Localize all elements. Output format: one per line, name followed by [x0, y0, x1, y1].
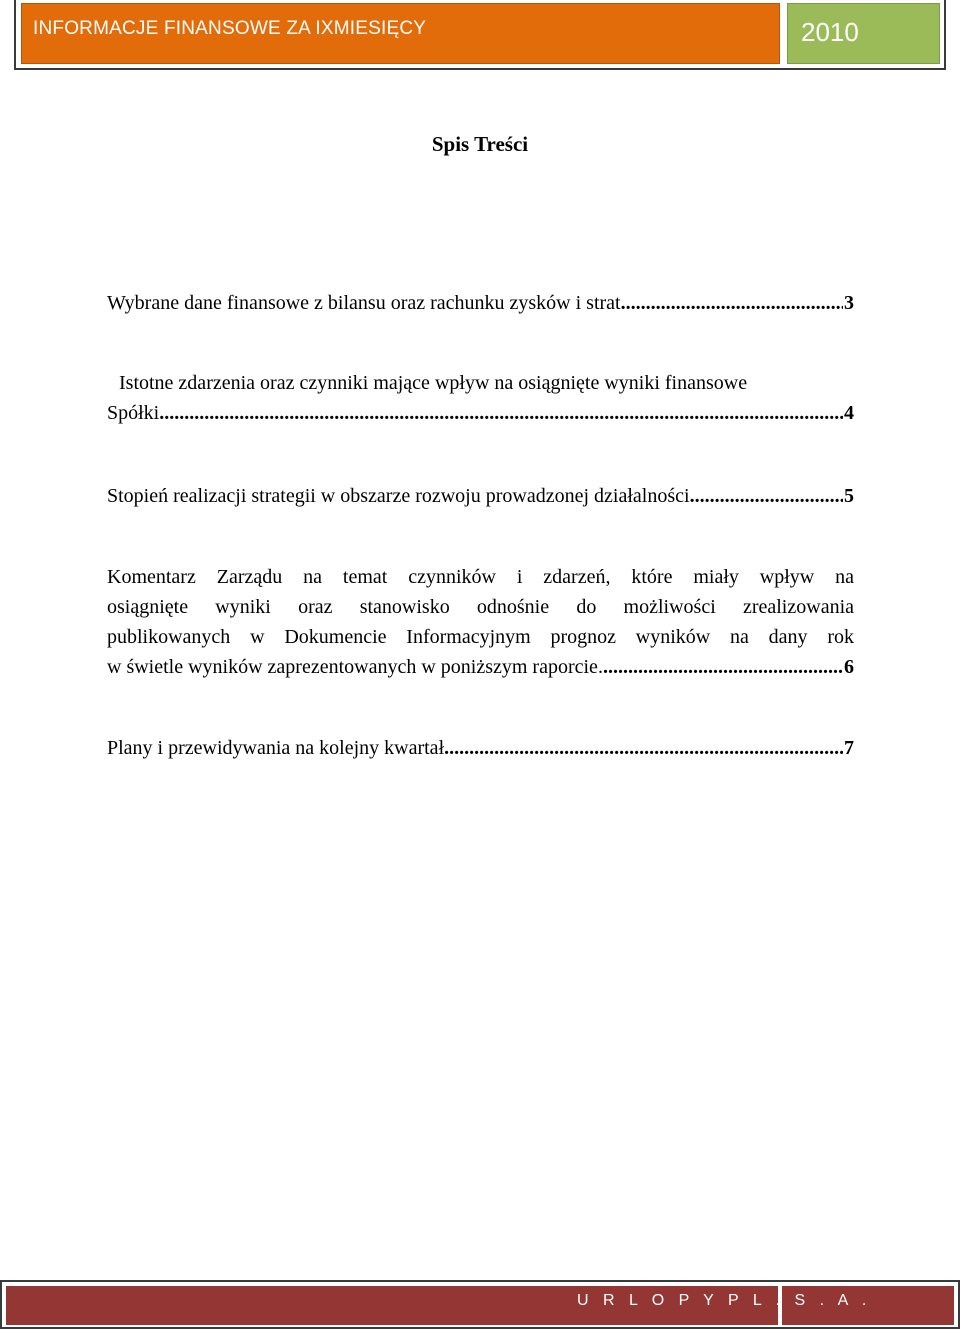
toc-entry-text: Wybrane dane finansowe z bilansu oraz rachunku zysków i strat [107, 292, 621, 314]
toc-entry-text: w świetle wyników zaprezentowanych w poniższym raporcie. [107, 656, 603, 678]
header-title-bar [21, 3, 780, 64]
toc-entry-1[interactable] [107, 288, 854, 318]
toc-page-number: 4 [844, 402, 854, 424]
header-title: INFORMACJE FINANSOWE ZA IXMIESIĘCY [33, 18, 427, 39]
toc-leader [690, 481, 843, 511]
toc-page-number: 3 [844, 292, 854, 314]
header-year-box [787, 3, 940, 64]
toc-entry-5[interactable] [107, 733, 854, 763]
header-year: 2010 [801, 17, 859, 47]
toc-entry-text-line: osiągnięte wyniki oraz stanowisko odnośnie do możliwości zrealizowania [107, 596, 854, 618]
toc-page-number: 5 [844, 485, 854, 507]
toc-entry-text: Stopień realizacji strategii w obszarze rozwoju prowadzonej działalności [107, 485, 690, 507]
toc-entry-text: Plany i przewidywania na kolejny kwartał [107, 737, 445, 759]
toc-entry-2[interactable] [107, 368, 854, 428]
toc-leader [444, 733, 843, 763]
toc-page-number: 7 [844, 737, 854, 759]
toc-entry-text-line: Istotne zdarzenia oraz czynniki mające wpływ na osiągnięte wyniki finansowe [119, 372, 748, 394]
footer-company-name: U R L O P Y P L . S . A . [577, 1292, 872, 1309]
toc-leader [159, 398, 843, 428]
toc-page-number: 6 [844, 656, 854, 678]
page-header [14, 0, 946, 70]
toc-entry-text-line: Komentarz Zarządu na temat czynników i zdarzeń, które miały wpływ na [107, 566, 854, 588]
toc-entry-4[interactable] [107, 562, 854, 682]
toc-leader [603, 652, 843, 682]
page-footer [0, 1280, 960, 1329]
toc-entry-3[interactable] [107, 481, 854, 511]
toc-entry-text-line: publikowanych w Dokumencie Informacyjnym prognoz wyników na dany rok [107, 626, 854, 648]
toc-entry-text: Spółki [107, 402, 160, 424]
toc-heading: Spis Treści [431, 132, 529, 156]
toc-leader [621, 288, 843, 318]
